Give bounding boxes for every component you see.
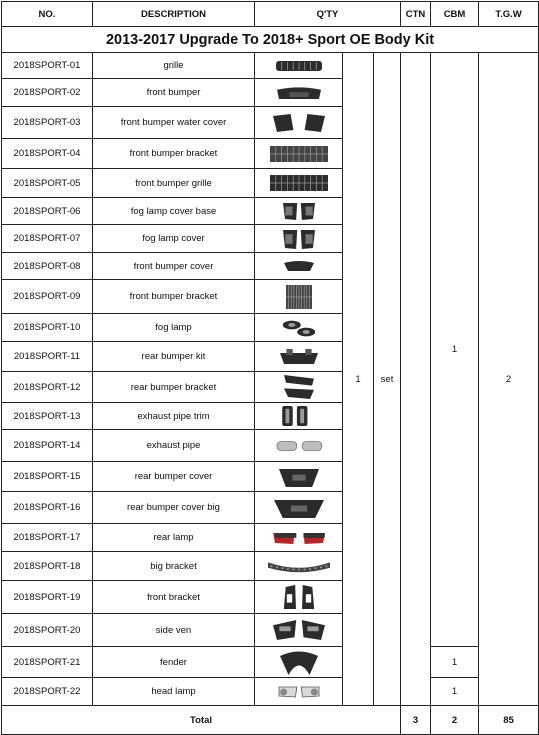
header-row: [2, 2, 539, 27]
item-image-cell: [255, 280, 343, 314]
bumper-grille-photo: [268, 172, 330, 194]
item-image-cell: [255, 225, 343, 253]
total-tgw: 85: [479, 706, 539, 735]
grille-photo: [274, 59, 324, 73]
cbm-value: 2: [479, 53, 539, 706]
item-image-cell: [255, 462, 343, 492]
item-number: 2018SPORT-02: [2, 79, 93, 107]
item-number: 2018SPORT-22: [2, 678, 93, 706]
item-description: exhaust pipe: [93, 430, 255, 462]
item-number: 2018SPORT-19: [2, 581, 93, 614]
item-description: side ven: [93, 614, 255, 647]
bracket-photo: [284, 282, 314, 312]
item-image-cell: [255, 198, 343, 225]
qty-unit: set: [374, 53, 401, 706]
item-number: 2018SPORT-16: [2, 492, 93, 524]
item-image-cell: [255, 403, 343, 430]
bumper-cover-photo: [282, 259, 316, 273]
item-image-cell: [255, 169, 343, 198]
item-description: fender: [93, 647, 255, 678]
item-image-cell: [255, 552, 343, 581]
item-number: 2018SPORT-17: [2, 524, 93, 552]
item-description: front bumper water cover: [93, 107, 255, 139]
header-no: NO.: [2, 2, 93, 27]
ctn-main: 1: [431, 53, 479, 647]
header-description: DESCRIPTION: [93, 2, 255, 27]
item-description: grille: [93, 53, 255, 79]
total-label: Total: [2, 706, 401, 735]
item-image-cell: [255, 614, 343, 647]
item-number: 2018SPORT-14: [2, 430, 93, 462]
item-row: [2, 53, 539, 79]
item-number: 2018SPORT-15: [2, 462, 93, 492]
item-number: 2018SPORT-13: [2, 403, 93, 430]
item-image-cell: [255, 524, 343, 552]
item-description: front bumper cover: [93, 253, 255, 280]
item-number: 2018SPORT-18: [2, 552, 93, 581]
item-number: 2018SPORT-09: [2, 280, 93, 314]
fog-cover-photo: [281, 227, 317, 251]
item-description: rear lamp: [93, 524, 255, 552]
item-description: front bumper grille: [93, 169, 255, 198]
item-description: exhaust pipe trim: [93, 403, 255, 430]
item-number: 2018SPORT-11: [2, 342, 93, 372]
title-row: [2, 27, 539, 53]
ctn-fender: 1: [431, 647, 479, 678]
item-image-cell: [255, 372, 343, 403]
item-number: 2018SPORT-07: [2, 225, 93, 253]
packing-list-sheet: [1, 1, 538, 729]
total-ctn: 3: [401, 706, 431, 735]
item-image-cell: [255, 139, 343, 169]
item-number: 2018SPORT-20: [2, 614, 93, 647]
front-bumper-photo: [275, 85, 323, 101]
item-image-cell: [255, 678, 343, 706]
exhaust-pipe-photo: [273, 437, 325, 455]
item-number: 2018SPORT-03: [2, 107, 93, 139]
item-image-cell: [255, 107, 343, 139]
item-number: 2018SPORT-06: [2, 198, 93, 225]
item-image-cell: [255, 253, 343, 280]
packing-list-table: [1, 1, 539, 735]
header-tgw: T.G.W: [479, 2, 539, 27]
table-title: 2013-2017 Upgrade To 2018+ Sport OE Body Kit: [2, 27, 539, 53]
item-number: 2018SPORT-04: [2, 139, 93, 169]
item-description: front bracket: [93, 581, 255, 614]
item-number: 2018SPORT-12: [2, 372, 93, 403]
fender-photo: [278, 647, 320, 677]
item-row: [2, 647, 539, 678]
rear-bumper-kit-photo: [278, 347, 320, 367]
header-ctn: CTN: [401, 2, 431, 27]
item-image-cell: [255, 314, 343, 342]
item-description: front bumper bracket: [93, 280, 255, 314]
item-description: front bumper bracket: [93, 139, 255, 169]
item-number: 2018SPORT-08: [2, 253, 93, 280]
total-row: [2, 706, 539, 735]
bracket-photo: [268, 143, 330, 165]
side-vent-photo: [271, 618, 327, 642]
rear-bracket-photo: [280, 373, 318, 401]
header-cbm: CBM: [431, 2, 479, 27]
item-image-cell: [255, 430, 343, 462]
item-image-cell: [255, 53, 343, 79]
item-description: rear bumper kit: [93, 342, 255, 372]
rear-cover-big-photo: [272, 496, 326, 520]
item-number: 2018SPORT-01: [2, 53, 93, 79]
rear-lamp-photo: [271, 530, 327, 546]
big-bracket-photo: [266, 557, 332, 575]
item-image-cell: [255, 342, 343, 372]
header-qty: Q'TY: [255, 2, 401, 27]
front-bracket-photo: [280, 583, 318, 611]
qty-value: 1: [343, 53, 374, 706]
item-number: 2018SPORT-21: [2, 647, 93, 678]
rear-cover-photo: [277, 465, 321, 489]
item-description: fog lamp: [93, 314, 255, 342]
item-row: [2, 678, 539, 706]
item-image-cell: [255, 647, 343, 678]
item-description: rear bumper cover: [93, 462, 255, 492]
item-description: head lamp: [93, 678, 255, 706]
item-number: 2018SPORT-05: [2, 169, 93, 198]
qty-spacer: [401, 53, 431, 706]
exhaust-trim-photo: [278, 404, 320, 428]
item-description: big bracket: [93, 552, 255, 581]
item-description: rear bumper cover big: [93, 492, 255, 524]
item-description: front bumper: [93, 79, 255, 107]
item-image-cell: [255, 492, 343, 524]
item-number: 2018SPORT-10: [2, 314, 93, 342]
item-image-cell: [255, 581, 343, 614]
water-cover-photo: [271, 112, 327, 134]
item-image-cell: [255, 79, 343, 107]
fog-lamp-photo: [281, 318, 317, 338]
total-cbm: 2: [431, 706, 479, 735]
item-description: fog lamp cover: [93, 225, 255, 253]
item-description: rear bumper bracket: [93, 372, 255, 403]
item-description: fog lamp cover base: [93, 198, 255, 225]
ctn-headlamp: 1: [431, 678, 479, 706]
head-lamp-photo: [277, 685, 321, 699]
fog-cover-base-photo: [281, 200, 317, 222]
